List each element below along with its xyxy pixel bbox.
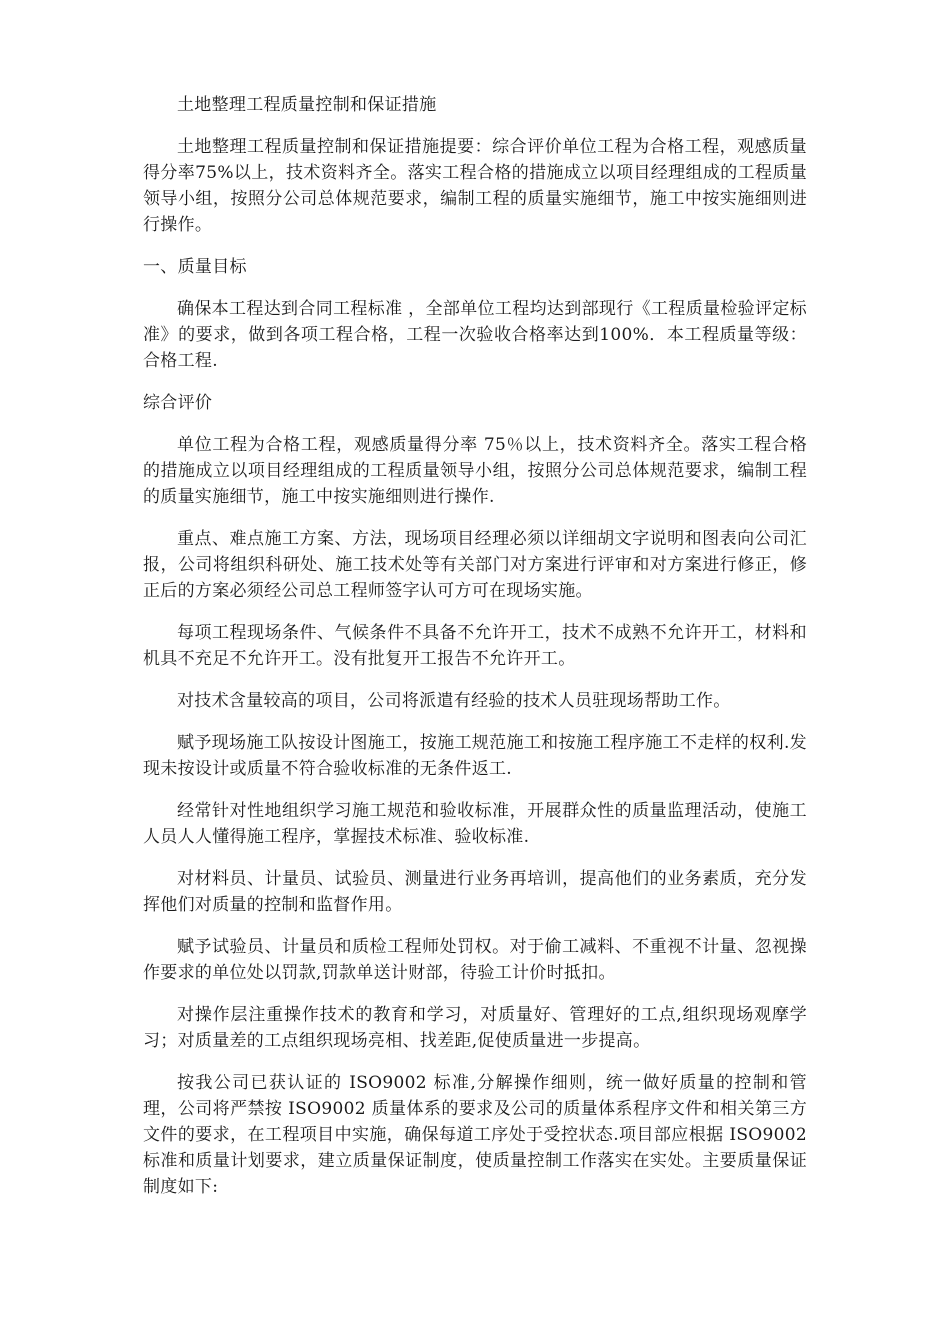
document-title: 土地整理工程质量控制和保证措施 (177, 95, 437, 115)
body-paragraph: 对操作层注重操作技术的教育和学习，对质量好、管理好的工点,组织现场观摩学习；对质量差的工点组织现场亮相、找差距,促使质量进一步提高。 (143, 1005, 807, 1051)
body-paragraph: 对材料员、计量员、试验员、测量进行业务再培训，提高他们的业务素质，充分发挥他们对质量的控制和监督作用。 (143, 869, 807, 915)
body-paragraph: 经常针对性地组织学习施工规范和验收标准，开展群众性的质量监理活动，使施工人员人人懂得施工程序，掌握技术标准、验收标准. (143, 801, 807, 847)
summary-paragraph: 土地整理工程质量控制和保证措施提要：综合评价单位工程为合格工程，观感质量得分率75%以上，技术资料齐全。落实工程合格的措施成立以项目经理组成的工程质量领导小组，按照分公司总体规范要求，编制工程的质量实施细节，施工中按实施细则进行操作。 (143, 137, 807, 235)
body-paragraph: 赋予现场施工队按设计图施工，按施工规范施工和按施工程序施工不走样的权利.发现未按设计或质量不符合验收标准的无条件返工. (143, 733, 807, 779)
quality-goal-paragraph: 确保本工程达到合同工程标准 ，全部单位工程均达到部现行《工程质量检验评定标准》的要求，做到各项工程合格，工程一次验收合格率达到100%．本工程质量等级：合格工程. (143, 299, 807, 371)
body-paragraph: 单位工程为合格工程，观感质量得分率 75％以上，技术资料齐全。落实工程合格的措施成立以项目经理组成的工程质量领导小组，按照分公司总体规范要求，编制工程的质量实施细节，施工中按实施细则进行操作. (143, 435, 807, 507)
document-page (143, 92, 807, 1216)
section-heading-quality-goal: 一、质量目标 (143, 257, 247, 277)
body-paragraph: 每项工程现场条件、气候条件不具备不允许开工，技术不成熟不允许开工，材料和机具不充足不允许开工。没有批复开工报告不允许开工。 (143, 623, 807, 669)
body-paragraph: 赋予试验员、计量员和质检工程师处罚权。对于偷工减料、不重视不计量、忽视操作要求的单位处以罚款,罚款单送计财部，待验工计价时抵扣。 (143, 937, 807, 983)
body-paragraph: 对技术含量较高的项目，公司将派遣有经验的技术人员驻现场帮助工作。 (177, 691, 731, 711)
body-paragraph: 重点、难点施工方案、方法，现场项目经理必须以详细胡文字说明和图表向公司汇报，公司将组织科研处、施工技术处等有关部门对方案进行评审和对方案进行修正，修正后的方案必须经公司总工程师签字认可方可在现场实施。 (143, 529, 807, 601)
body-paragraph: 按我公司已获认证的 ISO9002 标准,分解操作细则，统一做好质量的控制和管理，公司将严禁按 ISO9002 质量体系的要求及公司的质量体系程序文件和相关第三方文件的要求，在工程项目中实施，确保每道工序处于受控状态.项目部应根据 ISO9002 标准和质量计划要求，建立质量保证制度，使质量控制工作落实在实处。主要质量保证制度如下: (143, 1073, 807, 1197)
section-heading-overall-evaluation: 综合评价 (143, 393, 213, 413)
